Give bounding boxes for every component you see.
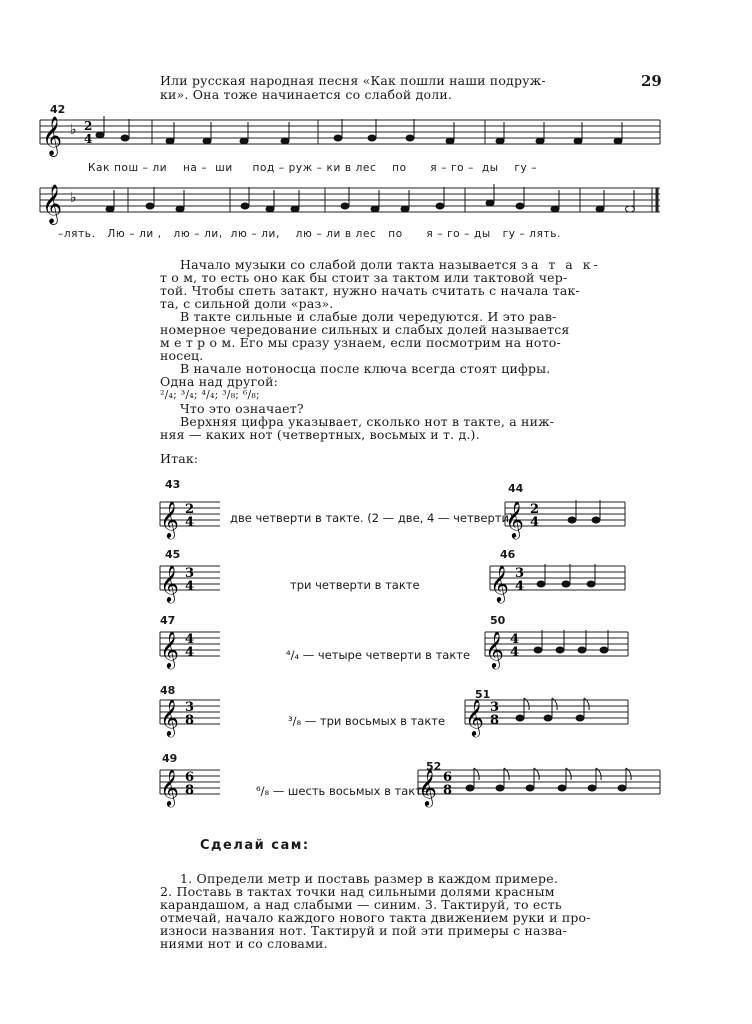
body-p1-b: т о м, то есть оно как бы стоит за тактом или тактовой чер-: [160, 270, 568, 285]
body-p5-b: няя — каких нот (четвертных, восьмых и т. д.).: [160, 427, 480, 442]
timesig-top: 3: [515, 566, 525, 581]
example-number: 49: [162, 752, 178, 765]
timesig-top: 6: [443, 770, 453, 785]
example-number: 48: [160, 684, 176, 697]
example-label: две четверти в такте. (2 — две, 4 — четверти): [230, 511, 514, 525]
itak-label: Итак:: [160, 451, 199, 466]
treble-clef-icon: 𝄞: [505, 500, 524, 538]
example-number: 46: [500, 548, 516, 561]
example-label: ⁶/₈ — шесть восьмых в такте: [256, 784, 429, 798]
body-p2-a: В такте сильные и слабые доли чередуются. И это рав-: [180, 309, 557, 324]
exercise-line-1: 1. Определи метр и поставь размер в каждом примере.: [180, 871, 558, 886]
treble-clef-icon: 𝄞: [160, 500, 179, 538]
exercise-line-6: ниями нот и со словами.: [160, 936, 328, 951]
timesig-bottom: 4: [84, 132, 93, 146]
timesig-bottom: 4: [185, 515, 195, 530]
body-p3-c: ²/₄; ³/₄; ⁴/₄; ³/₈; ⁶/₈;: [160, 388, 260, 401]
body-p1-c: той. Чтобы спеть затакт, нужно начать считать с начала так-: [160, 283, 580, 298]
timesig-top: 3: [490, 700, 500, 715]
body-p4: Что это означает?: [180, 401, 304, 416]
timesig-bottom: 8: [185, 713, 195, 728]
example-number: 43: [165, 478, 181, 491]
timesig-bottom: 4: [510, 645, 520, 660]
exercise-line-2: 2. Поставь в тактах точки над сильными долями красным: [160, 884, 555, 899]
treble-clef-icon: 𝄞: [485, 630, 504, 668]
staff-line-1: [40, 120, 660, 144]
timesig-bottom: 8: [490, 713, 500, 728]
timesig-bottom: 4: [515, 579, 525, 594]
example-number: 45: [165, 548, 181, 561]
example-staves: [0, 480, 752, 820]
timesig-bottom: 8: [185, 783, 195, 798]
treble-clef-icon: 𝄞: [42, 116, 63, 156]
song-staff-42: [0, 0, 752, 240]
treble-clef-icon: 𝄞: [160, 630, 179, 668]
intro-line-1: Или русская народная песня «Как пошли наши подруж-: [160, 73, 546, 88]
example-number-42: 42: [50, 103, 66, 116]
timesig-top: 4: [510, 632, 520, 647]
timesig-top: 3: [185, 700, 195, 715]
timesig-top: 4: [185, 632, 195, 647]
exercise-line-4: отмечай, начало каждого нового такта движением руки и про-: [160, 910, 591, 925]
example-label: ⁴/₄ — четыре четверти в такте: [286, 648, 471, 662]
body-p3-a: В начале нотоносца после ключа всегда стоят цифры.: [180, 361, 551, 376]
body-p1-d: та, с сильной доли «раз».: [160, 296, 334, 311]
lyrics-line-1: Как пош – ли на – ши под – руж – ки в лес по я – го – ды гу –: [88, 162, 538, 174]
lyrics-line-2: –лять. Лю – ли , лю – ли, лю – ли, лю – ли в лес по я – го – ды гу – лять.: [58, 228, 561, 240]
timesig-bottom: 4: [185, 645, 195, 660]
timesig-bottom: 4: [185, 579, 195, 594]
example-number: 47: [160, 614, 176, 627]
exercise-line-5: износи названия нот. Тактируй и пой эти примеры с назва-: [160, 923, 568, 938]
intro-line-2: ки». Она тоже начинается со слабой доли.: [160, 87, 453, 102]
timesig-top: 2: [530, 502, 540, 517]
staff-46: [490, 566, 625, 590]
treble-clef-icon: 𝄞: [42, 184, 63, 224]
treble-clef-icon: 𝄞: [490, 564, 509, 602]
treble-clef-icon: 𝄞: [160, 564, 179, 602]
example-number: 51: [475, 688, 491, 701]
body-p1-a: Начало музыки со слабой доли такта называется за т а к-: [180, 257, 601, 272]
exercise-heading: Сделай сам:: [200, 838, 310, 853]
timesig-top: 2: [84, 119, 93, 133]
body-p2-d: носец.: [160, 348, 204, 363]
timesig-top: 2: [185, 502, 195, 517]
timesig-bottom: 4: [530, 515, 540, 530]
body-p2-b: номерное чередование сильных и слабых долей называется: [160, 322, 570, 337]
staff-line-2: [40, 188, 660, 212]
timesig-bottom: 8: [443, 783, 453, 798]
timesig-top: 3: [185, 566, 195, 581]
treble-clef-icon: 𝄞: [418, 768, 437, 806]
body-p5-a: Верхняя цифра указывает, сколько нот в такте, а ниж-: [180, 414, 555, 429]
treble-clef-icon: 𝄞: [160, 768, 179, 806]
example-label: три четверти в такте: [290, 578, 420, 592]
example-label: ³/₈ — три восьмых в такте: [288, 714, 446, 728]
flat-icon: ♭: [70, 190, 77, 206]
page-number: 29: [641, 72, 662, 90]
treble-clef-icon: 𝄞: [160, 698, 179, 736]
example-number: 44: [508, 482, 524, 495]
timesig-top: 6: [185, 770, 195, 785]
treble-clef-icon: 𝄞: [465, 698, 484, 736]
body-p2-c: м е т р о м. Его мы сразу узнаем, если посмотрим на ното-: [160, 335, 561, 350]
flat-icon: ♭: [70, 122, 77, 138]
exercise-line-3: карандашом, а над слабыми — синим. 3. Тактируй, то есть: [160, 897, 562, 912]
example-number: 52: [426, 760, 442, 773]
body-p3-b: Одна над другой:: [160, 374, 279, 389]
example-number: 50: [490, 614, 506, 627]
